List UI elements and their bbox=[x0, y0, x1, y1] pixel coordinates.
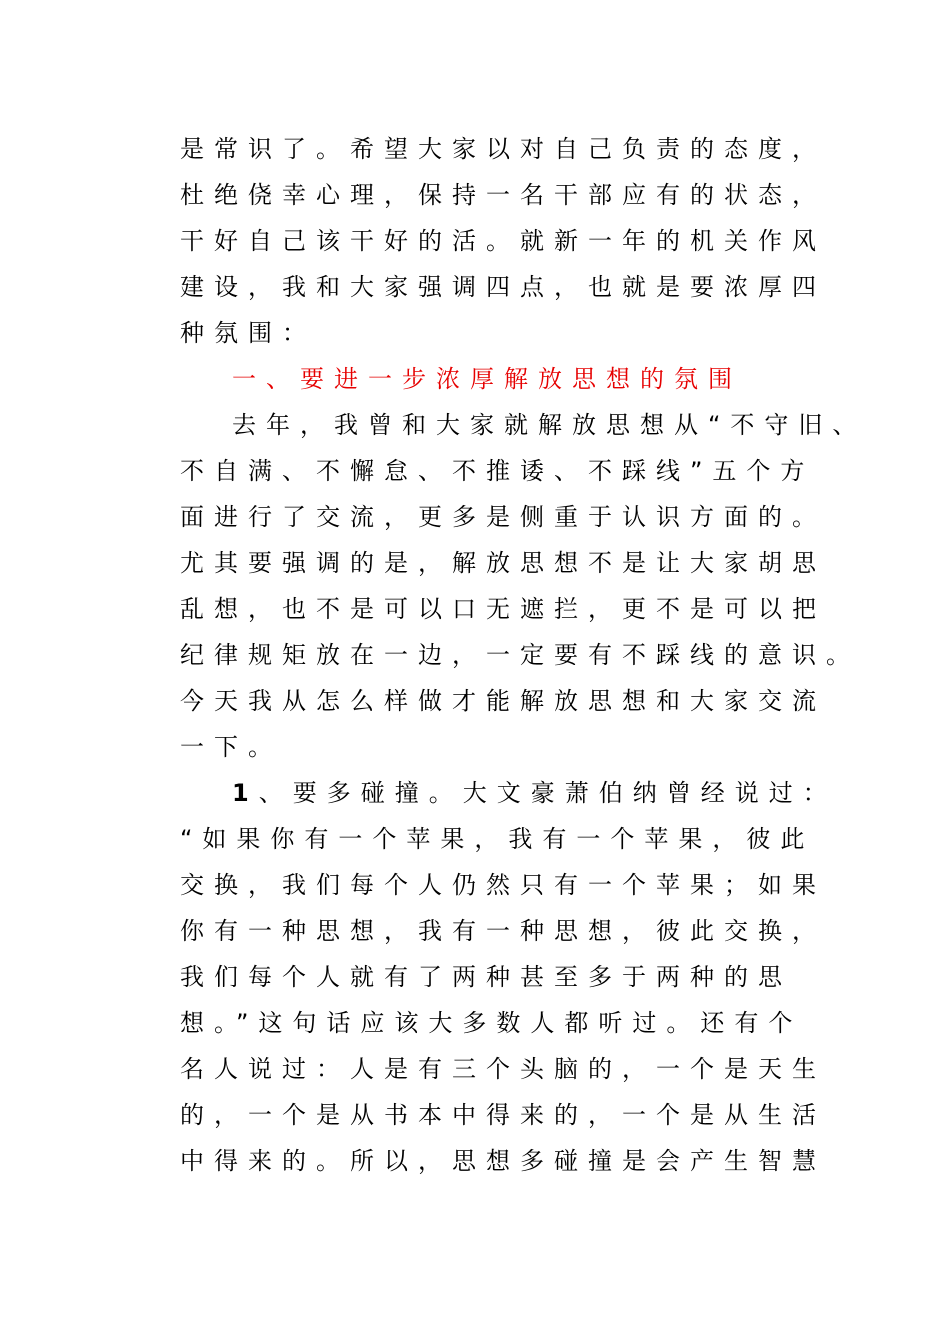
section-heading: 一、要进一步浓厚解放思想的氛围 bbox=[232, 365, 742, 393]
text-line: 想。”这句话应该大多数人都听过。还有个 bbox=[180, 1009, 803, 1037]
text-line: 今天我从怎么样做才能解放思想和大家交流 bbox=[180, 687, 826, 715]
text-line: 中得来的。所以，思想多碰撞是会产生智慧 bbox=[180, 1147, 826, 1175]
text-line: “如果你有一个苹果，我有一个苹果，彼此 bbox=[180, 825, 815, 853]
text-line: 的，一个是从书本中得来的，一个是从生活 bbox=[180, 1101, 826, 1129]
text-line: 名人说过：人是有三个头脑的，一个是天生 bbox=[180, 1055, 826, 1083]
text-line: 干好自己该干好的活。就新一年的机关作风 bbox=[180, 227, 826, 255]
item1-first-line bbox=[232, 778, 837, 808]
text-line: 面进行了交流，更多是侧重于认识方面的。 bbox=[180, 503, 826, 531]
text-line: 种氛围： bbox=[180, 319, 316, 347]
text-line: 杜绝侥幸心理，保持一名干部应有的状态， bbox=[180, 181, 826, 209]
text-line: 尤其要强调的是，解放思想不是让大家胡思 bbox=[180, 549, 826, 577]
text-line: 纪律规矩放在一边，一定要有不踩线的意识。 bbox=[180, 641, 860, 669]
text-line: 乱想，也不是可以口无遮拦，更不是可以把 bbox=[180, 595, 826, 623]
text-line: 去年，我曾和大家就解放思想从“不守旧、 bbox=[232, 411, 867, 439]
item-text: 、要多碰撞。大文豪萧伯纳曾经说过： bbox=[258, 779, 837, 807]
text-line: 是常识了。希望大家以对自己负责的态度， bbox=[180, 135, 826, 163]
text-line: 你有一种思想，我有一种思想，彼此交换， bbox=[180, 917, 826, 945]
text-line: 我们每个人就有了两种甚至多于两种的思 bbox=[180, 963, 792, 991]
text-line: 不自满、不懈怠、不推诿、不踩线”五个方 bbox=[180, 457, 815, 485]
text-line: 一下。 bbox=[180, 733, 282, 761]
text-line: 交换，我们每个人仍然只有一个苹果；如果 bbox=[180, 871, 826, 899]
text-line: 建设，我和大家强调四点，也就是要浓厚四 bbox=[180, 273, 826, 301]
item-number: 1 bbox=[232, 779, 259, 807]
